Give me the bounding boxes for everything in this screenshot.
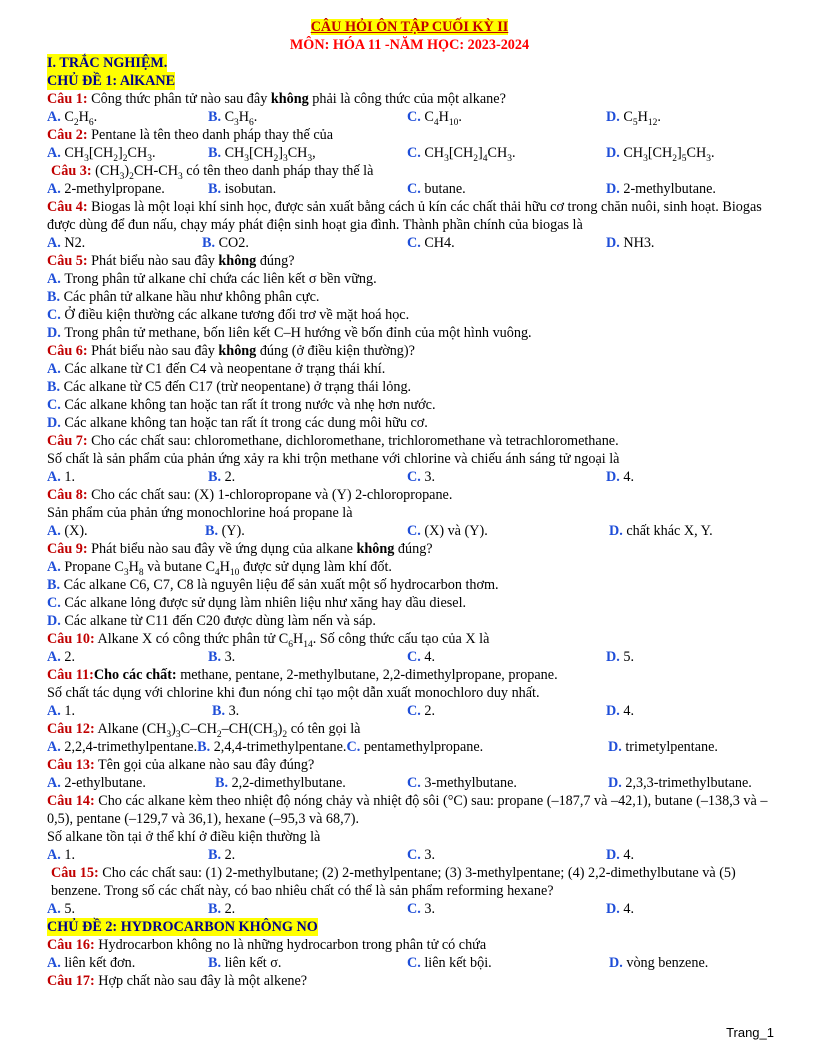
option-b: B. isobutan. [208, 181, 277, 197]
question-10-options [47, 648, 772, 666]
option-d: D. 2,3,3-trimethylbutane. [608, 775, 752, 791]
option-d: D. $C_5H_{12}$. [606, 109, 661, 128]
option-c: C. CH4. [407, 235, 455, 251]
option-a: A. $C_2H_6$. [47, 109, 98, 128]
question-3-options [47, 180, 772, 198]
document-page [47, 18, 772, 990]
question-11-stem: Số chất tác dụng với chlorine khi đun nóng chỉ tạo một dẫn xuất monochloro duy nhất. [47, 685, 540, 701]
option-d: D. 5. [606, 649, 634, 665]
option-a: A. N2. [47, 235, 86, 251]
option-a: A. 2. [47, 649, 75, 665]
option-a: A. 1. [47, 847, 75, 863]
option-d: D. vòng benzene. [609, 955, 709, 971]
question-6: Câu 6: Phát biểu nào sau đây không đúng (ở điều kiện thường)? [47, 343, 415, 359]
option-d: D. 4. [606, 703, 634, 719]
question-7-options [47, 468, 772, 486]
question-11: Câu 11:Cho các chất: methane, pentane, 2-methylbutane, 2,2-dimethylpropane, propane. [47, 667, 558, 683]
option-d: D. 2-methylbutane. [606, 181, 716, 197]
option-b: B. 2. [208, 847, 236, 863]
option-c: C. 3-methylbutane. [407, 775, 517, 791]
question-16-options [47, 954, 772, 972]
option-c: C. 3. [407, 901, 435, 917]
question-8: Câu 8: Cho các chất sau: (X) 1-chloropropane và (Y) 2-chloropropane. [47, 487, 453, 503]
option-d: D. $CH_3[CH_2]_5CH_3$. [606, 145, 715, 164]
question-14-stem: Số alkane tồn tại ở thể khí ở điều kiện thường là [47, 829, 321, 845]
option-d: D. trimetylpentane. [608, 739, 718, 755]
topic-heading: CHỦ ĐỀ 1: AlKANE [47, 73, 176, 89]
question-4-options [47, 234, 772, 252]
question-15: Câu 15: Cho các chất sau: (1) 2-methylbutane; (2) 2-methylpentane; (3) 3-methylpentane; (4) 2,2-dimethylbutane và (5) benzene. Trong số các chất này, có bao nhiêu chất có thể là sản phẩm reforming hexane? [51, 865, 736, 899]
option-a: A. 2-ethylbutane. [47, 775, 146, 791]
question-15-options [47, 900, 772, 918]
document-subtitle: MÔN: HÓA 11 -NĂM HỌC: 2023-2024 [289, 37, 530, 53]
question-4: Câu 4: Biogas là một loại khí sinh học, được sản xuất bằng cách ủ kín các chất thải hữu cơ trong chăn nuôi, sinh hoạt. Biogas được dùng để đun nấu, chạy máy phát điện sinh hoạt gia đình. Thành phần chính của biogas là [47, 199, 762, 233]
option-b: B. (Y). [205, 523, 245, 539]
question-13-options [47, 774, 772, 792]
question-14-options [47, 846, 772, 864]
question-8-stem: Sản phẩm của phản ứng monochlorine hoá propane là [47, 505, 353, 521]
option-a: A. Trong phân tử alkane chỉ chứa các liên kết σ bền vững. [47, 271, 377, 287]
option-b: B. Các phân tử alkane hầu như không phân cực. [47, 289, 320, 305]
question-16: Câu 16: Hydrocarbon không no là những hydrocarbon trong phân tử có chứa [47, 937, 487, 953]
option-a: A. Các alkane từ C1 đến C4 và neopentane ở trạng thái khí. [47, 361, 386, 377]
option-c: C. (X) và (Y). [407, 523, 488, 539]
option-d: D. Các alkane không tan hoặc tan rất ít trong các dung môi hữu cơ. [47, 415, 428, 431]
option-a: A. $CH_3[CH_2]_2CH_3$. [47, 145, 156, 164]
option-a: A. 1. [47, 469, 75, 485]
option-a: A. Propane $C_3H_8$ và butane $C_4H_{10}$ được sử dụng làm khí đốt. [47, 559, 392, 578]
option-b: B. $C_3H_6$. [208, 109, 258, 128]
option-d: D. 4. [606, 901, 634, 917]
question-7-stem: Số chất là sản phẩm của phản ứng xảy ra khi trộn methane với chlorine và chiếu ánh sáng tử ngoại là [47, 451, 620, 467]
document-title: CÂU HỎI ÔN TẬP CUỐI KỲ II [310, 19, 509, 35]
option-b: B. $CH_3[CH_2]_3CH_3$, [208, 145, 316, 164]
option-c: C. Ở điều kiện thường các alkane tương đối trơ về mặt hoá học. [47, 307, 410, 323]
question-7: Câu 7: Cho các chất sau: chloromethane, dichloromethane, trichloromethane và tetrachloromethane. [47, 433, 619, 449]
question-11-options [47, 702, 772, 720]
option-c: C. 3. [407, 847, 435, 863]
question-5: Câu 5: Phát biểu nào sau đây không đúng? [47, 253, 295, 269]
option-c: C. 3. [407, 469, 435, 485]
option-b: B. 2,2-dimethylbutane. [215, 775, 346, 791]
option-b: B. 3. [212, 703, 240, 719]
option-b: B. liên kết σ. [208, 955, 282, 971]
option-c: C. $C_4H_{10}$. [407, 109, 462, 128]
question-1: Câu 1: Công thức phân tử nào sau đây không phải là công thức của một alkane? [47, 91, 506, 107]
topic-heading: CHỦ ĐỀ 2: HYDROCARBON KHÔNG NO [47, 919, 318, 935]
option-d: D. Trong phân tử methane, bốn liên kết C–H hướng về bốn đỉnh của một hình vuông. [47, 325, 532, 341]
question-13: Câu 13: Tên gọi của alkane nào sau đây đúng? [47, 757, 315, 773]
option-b: B. Các alkane từ C5 đến C17 (trừ neopentane) ở trạng thái lỏng. [47, 379, 412, 395]
option-c: C. butane. [407, 181, 466, 197]
question-12-options [47, 738, 772, 756]
option-c: C. $CH_3[CH_2]_4CH_3$. [407, 145, 516, 164]
option-b: B. Các alkane C6, C7, C8 là nguyên liệu để sản xuất một số hydrocarbon thơm. [47, 577, 499, 593]
question-12: Câu 12: Alkane $(CH_3)_3C-CH_2-CH(CH_3)_2$ có tên gọi là [47, 721, 361, 740]
page-number: Trang_1 [726, 1025, 774, 1040]
option-d: D. NH3. [606, 235, 655, 251]
question-9: Câu 9: Phát biểu nào sau đây về ứng dụng của alkane không đúng? [47, 541, 433, 557]
option-b: B. 2. [208, 469, 236, 485]
option-a: A. 5. [47, 901, 75, 917]
option-a: A. 2-methylpropane. [47, 181, 165, 197]
question-2-options [47, 144, 772, 162]
question-1-options [47, 108, 772, 126]
option-d: D. 4. [606, 469, 634, 485]
option-b: B. CO2. [202, 235, 249, 251]
question-3: Câu 3: $(CH_3)_2CH-CH_3$ có tên theo danh pháp thay thế là [51, 163, 374, 182]
option-c: C. liên kết bội. [407, 955, 492, 971]
option-c: C. Các alkane không tan hoặc tan rất ít trong nước và nhẹ hơn nước. [47, 397, 436, 413]
option-c: C. Các alkane lỏng được sử dụng làm nhiên liệu như xăng hay dầu diesel. [47, 595, 467, 611]
option-b: B. 2. [208, 901, 236, 917]
option-d: D. chất khác X, Y. [609, 523, 713, 539]
question-8-options [47, 522, 772, 540]
option-a: A. 1. [47, 703, 75, 719]
option-c: C. 4. [407, 649, 435, 665]
option-b: B. 3. [208, 649, 236, 665]
option-d: D. 4. [606, 847, 634, 863]
question-17: Câu 17: Hợp chất nào sau đây là một alkene? [47, 973, 308, 989]
question-2: Câu 2: Pentane là tên theo danh pháp thay thế của [47, 127, 334, 143]
question-10: Câu 10: Alkane X có công thức phân tử $C_6H_{14}$. Số công thức cấu tạo của X là [47, 631, 490, 650]
option-d: D. Các alkane từ C11 đến C20 được dùng làm nến và sáp. [47, 613, 376, 629]
question-14: Câu 14: Cho các alkane kèm theo nhiệt độ nóng chảy và nhiệt độ sôi (°C) sau: propane (–187,7 và –42,1), butane (–138,3 và –0,5), pentane (–129,7 và 36,1), hexane (–95,3 và 68,7). [47, 793, 768, 827]
option-a: A. liên kết đơn. [47, 955, 136, 971]
option-c: C. 2. [407, 703, 435, 719]
option-a: A. 2,2,4-trimethylpentane.B. 2,4,4-trimethylpentane.C. pentamethylpropane. [47, 739, 484, 755]
section-heading: I. TRẮC NGHIỆM. [47, 55, 168, 71]
option-a: A. (X). [47, 523, 88, 539]
